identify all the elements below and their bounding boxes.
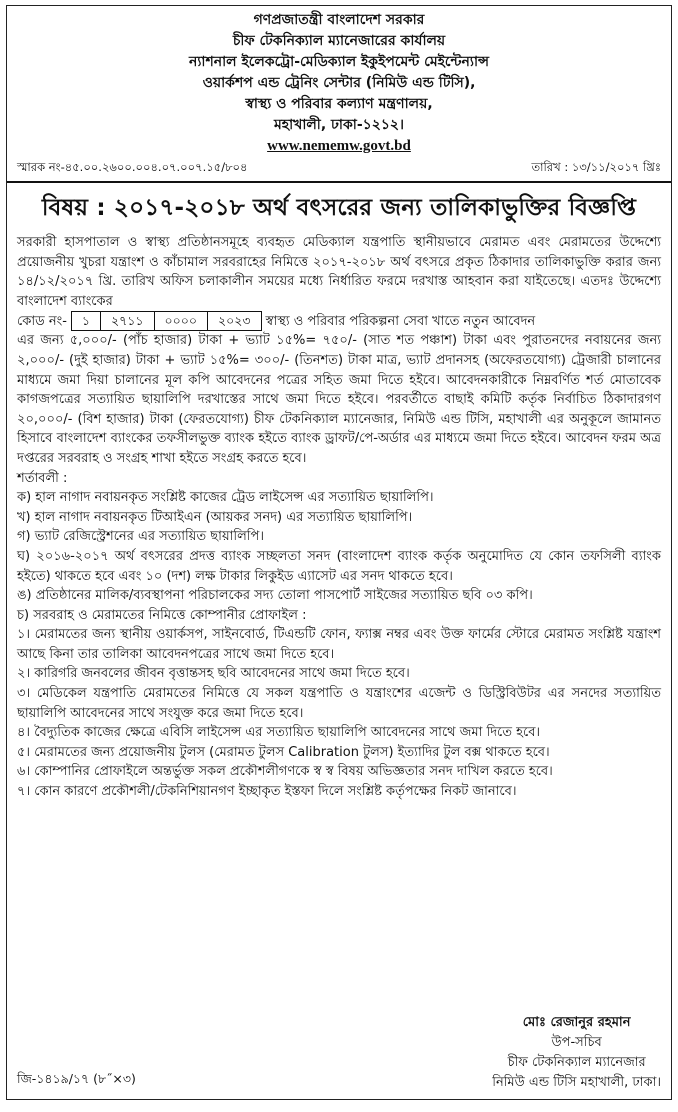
header-line-office: চীফ টেকনিক্যাল ম্যানেজারের কার্যালয়: [232, 33, 446, 49]
header-line-workshop: ওয়ার্কশপ এন্ড ট্রেনিং সেন্টার (নিমিউ এন্ড টিসি),: [202, 75, 476, 91]
bank-code-row: [17, 311, 661, 331]
footer-memo: জি-১৪১৯/১৭ (৮˝×৩): [17, 1071, 136, 1086]
header-line-address: মহাখালী, ঢাকা-১২১২।: [273, 117, 405, 133]
notice-page: [6, 5, 672, 1100]
body-paragraph-1: সরকারী হাসপাতাল ও স্বাস্থ্য প্রতিষ্ঠানসমূহে ব্যবহৃত মেডিক্যাল যন্ত্রপাতি স্থানীয়ভাবে মেরামত এবং মেরামতের উদ্দেশ্যে প্রয়োজনীয় খুচরা যন্ত্রাংশ ও কাঁচামাল সরবরাহের নিমিত্তে ২০১৭-২০১৮ অর্থ বৎসরে প্রকৃত ঠিকাদার তালিকাভুক্তি করার জন্য ১৪/১২/২০১৭ খ্রি. তারিখ অফিস চলাকালীন সময়ের মধ্যে নির্ধারিত ফরমে দরখাস্ত আহবান করা যাইতেছে। এতদঃ উদ্দেশ্যে বাংলাদেশ ব্যাংকের: [17, 235, 661, 309]
header-line-ministry: স্বাস্থ্য ও পরিবার কল্যাণ মন্ত্রণালয়,: [245, 96, 433, 112]
condition-item: গ) ভ্যাট রেজিস্ট্রেশনের এর সত্যায়িত ছায়ালিপি।: [17, 529, 264, 545]
profile-item: ২। কারিগরি জনবলের জীবন বৃত্তান্তসহ ছবি আবেদনের সাথে জমা দিতে হবে।: [17, 666, 410, 682]
code-segment-2: ২৭১১: [101, 312, 154, 330]
signature-block: [492, 1013, 661, 1093]
subject-heading: বিষয় : ২০১৭-২০১৮ অর্থ বৎসরের জন্য তালিকাভুক্তির বিজ্ঞপ্তি: [41, 195, 637, 221]
code-prefix: কোড নং-: [17, 313, 67, 329]
profile-item: ৫। মেরামতের জন্য প্রয়োজনীয় টুলস (মেরামত টুলস Calibration টুলস) ইত্যাদির টুল বক্স থাকতে হবে।: [17, 744, 550, 760]
notice-date: তারিখ : ১৩/১১/২০১৭ খ্রিঃ: [531, 160, 661, 174]
signatory-office: নিমিউ এন্ড টিসি মহাখালী, ঢাকা।: [492, 1075, 661, 1090]
condition-item: চ) সরবরাহ ও মেরামতের নিমিত্তে কোম্পানীর প্রোফাইল :: [17, 607, 307, 623]
notice-body: [7, 233, 671, 802]
conditions-heading: শর্তাবলী :: [17, 470, 68, 486]
profile-item: ৩। মেডিকেল যন্ত্রপাতি মেরামতের নিমিত্তে যে সকল যন্ত্রপাতি ও যন্ত্রাংশের এজেন্ট ও ডিস্ট্রিবিউটর এর সনদের সত্যায়িত ছায়ালিপি আবেদনের সাথে সংযুক্ত করে জমা দিতে হবে।: [17, 686, 661, 721]
condition-item: ক) হাল নাগাদ নবায়নকৃত সংশ্লিষ্ট কাজের ট্রেড লাইসেন্স এর সত্যায়িত ছায়ালিপি।: [17, 490, 434, 506]
code-segment-1: ১: [72, 312, 101, 330]
header-line-institute: ন্যাশনাল ইলেকট্রো-মেডিক্যাল ইকুইপমেন্ট মেইন্টেন্যান্স: [188, 54, 490, 70]
code-suffix: স্বাস্থ্য ও পরিবার পরিকল্পনা সেবা খাতে নতুন আবেদন: [265, 313, 536, 329]
website-link[interactable]: www.nememw.govt.bd: [267, 138, 411, 154]
signatory-designation: উপ-সচিব: [551, 1035, 602, 1050]
code-segment-3: ০০০০: [155, 312, 209, 330]
profile-item: ১। মেরামতের জন্য স্থানীয় ওয়ার্কসপ, সাইনবোর্ড, টিএন্ডটি ফোন, ফ্যাক্স নম্বর এবং উক্ত ফার্মের স্টোরে মেরামত সংশ্লিষ্ট যন্ত্রাংশ আছে কিনা তার তালিকা আবেদনপত্রের সাথে জমা দিতে হবে।: [17, 627, 661, 662]
condition-item: ঙ) প্রতিষ্ঠানের মালিক/ব্যবস্থাপনা পরিচালকের সদ্য তোলা পাসপোর্ট সাইজের সত্যায়িত ছবি ০৩ কপি।: [17, 588, 533, 604]
condition-item: খ) হাল নাগাদ নবায়নকৃত টিআইএন (আয়কর সনদ) এর সত্যায়িত ছায়ালিপি।: [17, 509, 413, 525]
conditions-list: [17, 469, 661, 802]
signatory-title: চীফ টেকনিক্যাল ম্যানেজার: [507, 1055, 646, 1070]
memo-number: স্মারক নং-৪৫.০০.২৬০০.০০৪.০৭.০০৭.১৫/৮০৪: [17, 160, 248, 174]
body-paragraph-2: এর জন্য ৫,০০০/- (পাঁচ হাজার) টাকা + ভ্যাট ১৫%= ৭৫০/- (সাত শত পঞ্চাশ) টাকা এবং পুরাতনদের নবায়নের জন্য ২,০০০/- (দুই হাজার) টাকা + ভ্যাট ১৫%= ৩০০/- (তিনশত) টাকা মাত্র, ভ্যাট প্রদানসহ (অফেরতযোগ্য) ট্রেজারী চালানের মাধ্যমে জমা দিয়া চালানের মূল কপি আবেদনের পত্রের সহিত জমা দিতে হইবে। আবেদনকারীকে নিম্নবর্ণিত শর্ত মোতাবেক কাগজপত্রের সত্যায়িত ছায়ালিপি দরখাস্তের সাথে জমা দিতে হইবে। পরবর্তীতে বাছাই কমিটি কর্তৃক নির্বাচিত ঠিকাদারগণ ২০,০০০/- (বিশ হাজার) টাকা (ফেরতযোগ্য) চীফ টেকনিক্যাল ম্যানেজার, নিমিউ এন্ড টিসি, মহাখালী এর অনুকূলে জামানত হিসাবে বাংলাদেশ ব্যাংকের তফসীলভুক্ত ব্যাংক হইতে ব্যাংক ড্রাফট/পে-অর্ডার এর মাধ্যমে জমা দিতে হইবে। আবেদন ফরম অত্র দপ্তরের সরবরাহ ও সংগ্রহ শাখা হইতে সংগ্রহ করতে হবে।: [17, 333, 661, 466]
profile-item: ৪। বৈদ্যুতিক কাজের ক্ষেত্রে এবিসি লাইসেন্স এর সত্যায়িত ছায়ালিপি আবেদনের সাথে জমা দিতে হবে।: [17, 725, 541, 741]
code-segment-4: ২০২৩: [218, 313, 251, 329]
profile-item: ৭। কোন কারণে প্রকৌশলী/টেকনিশিয়ানগণ ইচ্ছাকৃত ইস্তফা দিলে সংশ্লিষ্ট কর্তৃপক্ষের নিকট জানাবে।: [17, 784, 517, 800]
bank-code-box: [71, 311, 262, 331]
divider: [7, 181, 671, 183]
condition-item: ঘ) ২০১৬-২০১৭ অর্থ বৎসরের প্রদত্ত ব্যাংক সচ্ছলতা সনদ (বাংলাদেশ ব্যাংক কর্তৃক অনুমোদিত যে কোন তফসিলী ব্যাংক হইতে) থাকতে হবে এবং ১০ (দশ) লক্ষ টাকার লিকুইড এ্যাসেট এর সনদ থাকতে হবে।: [17, 548, 661, 584]
signatory-name: মোঃ রেজানুর রহমান: [522, 1015, 631, 1030]
profile-item: ৬। কোম্পানির প্রোফাইলে অন্তর্ভুক্ত সকল প্রকৌশলীগণকে স্ব স্ব বিষয় অভিজ্ঞতার সনদ দাখিল করতে হবে।: [17, 764, 553, 780]
header-line-government: গণপ্রজাতন্ত্রী বাংলাদেশ সরকার: [253, 12, 425, 28]
letterhead: [7, 6, 671, 157]
reference-row: [7, 157, 671, 178]
